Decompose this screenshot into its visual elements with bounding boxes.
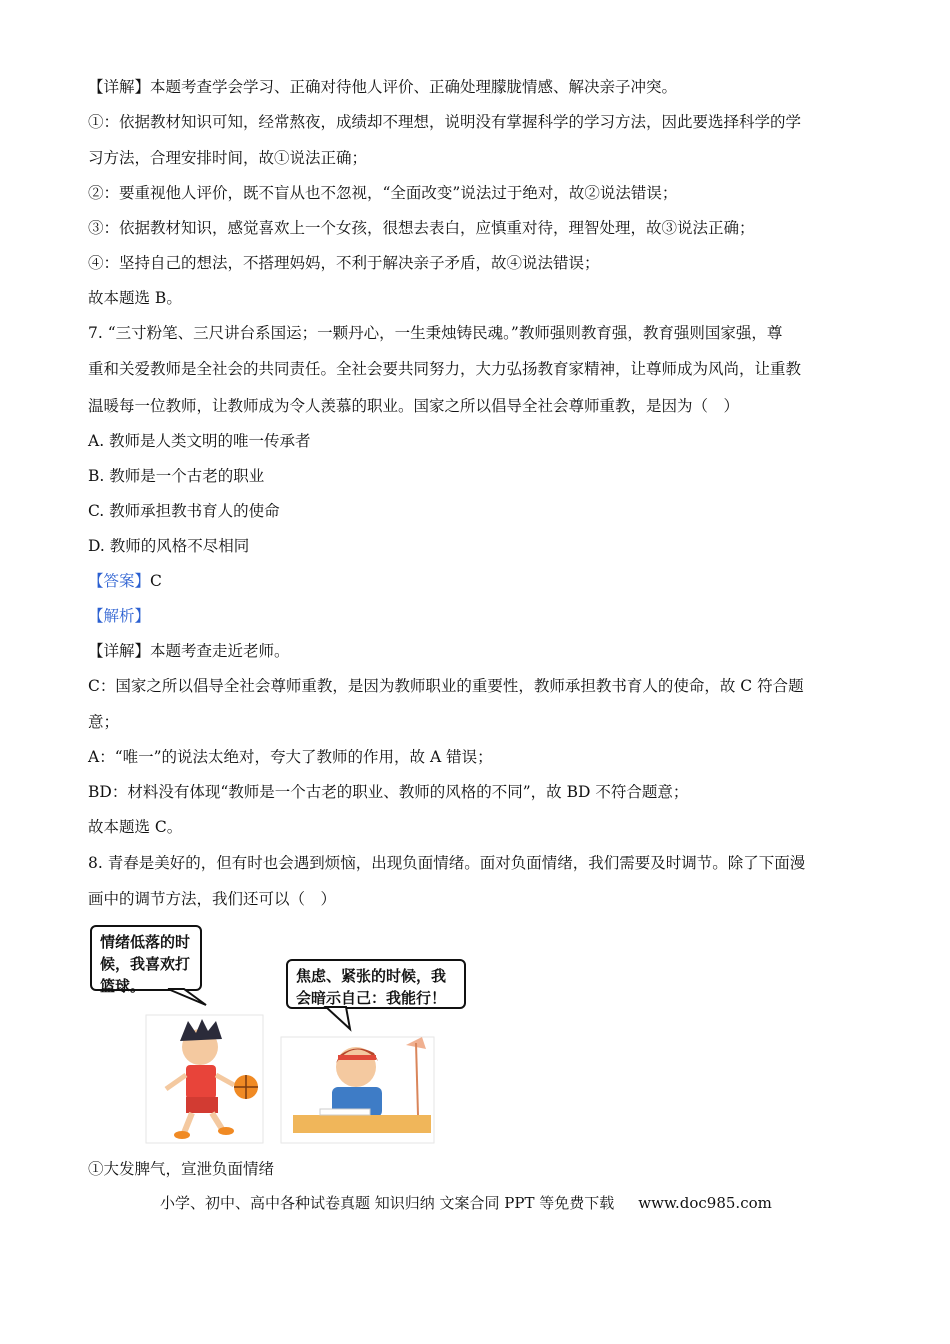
q7-option-b: B. 教师是一个古老的职业 xyxy=(88,467,265,485)
q6-conclusion: 故本题选 B。 xyxy=(88,289,182,307)
q7-stem-line3: 温暖每一位教师，让教师成为令人羡慕的职业。国家之所以倡导全社会尊师重教，是因为（ ） xyxy=(88,397,740,415)
answer-tag: 【答案】 xyxy=(88,572,151,590)
q6-point2: ②：要重视他人评价，既不盲从也不忽视，“全面改变”说法过于绝对，故②说法错误； xyxy=(88,184,678,202)
q6-point3: ③：依据教材知识，感觉喜欢上一个女孩，很想去表白，应慎重对待，理智处理，故③说法正确； xyxy=(88,219,755,237)
page-footer: 小学、初中、高中各种试卷真题 知识归纳 文案合同 PPT 等免费下载 www.doc985.com xyxy=(160,1194,772,1212)
q7-bd-explain: BD：材料没有体现“教师是一个古老的职业、教师的风格的不同”，故 BD 不符合题意； xyxy=(88,783,689,801)
q6-point1-line2: 习方法，合理安排时间，故①说法正确； xyxy=(88,149,368,167)
q7-stem-line2: 重和关爱教师是全社会的共同责任。全社会要共同努力，大力弘扬教育家精神，让尊师成为风尚，让重教 xyxy=(88,360,802,378)
comic-art xyxy=(88,925,488,1145)
q8-stem-line1: 8. 青春是美好的，但有时也会遇到烦恼，出现负面情绪。面对负面情绪，我们需要及时调节。除了下面漫 xyxy=(88,854,806,872)
q7-a-explain: A：“唯一”的说法太绝对，夸大了教师的作用，故 A 错误； xyxy=(88,748,493,766)
q7-c-line2: 意； xyxy=(88,713,120,731)
q8-option-1: ①大发脾气，宣泄负面情绪 xyxy=(88,1160,275,1178)
q6-point1-line1: ①：依据教材知识可知，经常熬夜，成绩却不理想，说明没有掌握科学的学习方法，因此要选择科学的学 xyxy=(88,113,802,131)
q7-stem-line1: 7. “三寸粉笔、三尺讲台系国运；一颗丹心，一生秉烛铸民魂。”教师强则教育强，教育强则国家强，尊 xyxy=(88,324,783,342)
q7-answer: 【答案】C xyxy=(88,572,162,590)
speech-bubble-self-talk: 焦虑、紧张的时候，我 会暗示自己：我能行！ xyxy=(286,959,466,1009)
q7-conclusion: 故本题选 C。 xyxy=(88,818,183,836)
q6-point4: ④：坚持自己的想法，不搭理妈妈，不利于解决亲子矛盾，故④说法错误； xyxy=(88,254,600,272)
q7-c-line1: C：国家之所以倡导全社会尊师重教，是因为教师职业的重要性，教师承担教书育人的使命，故 C 符合题 xyxy=(88,677,804,695)
q7-analysis-tag: 【解析】 xyxy=(88,607,151,625)
q7-detail: 【详解】本题考查走近老师。 xyxy=(88,642,290,660)
detail-para-q6: 【详解】本题考查学会学习、正确对待他人评价、正确处理朦胧情感、解决亲子冲突。 xyxy=(88,78,678,96)
q7-option-a: A. 教师是人类文明的唯一传承者 xyxy=(88,432,311,450)
q7-option-c: C. 教师承担教书育人的使命 xyxy=(88,502,280,520)
speech-bubble-basketball: 情绪低落的时 候，我喜欢打 篮球。 xyxy=(90,925,202,991)
q7-option-d: D. 教师的风格不尽相同 xyxy=(88,537,250,555)
q8-stem-line2: 画中的调节方法，我们还可以（ ） xyxy=(88,890,337,908)
q8-comic xyxy=(88,925,488,1145)
